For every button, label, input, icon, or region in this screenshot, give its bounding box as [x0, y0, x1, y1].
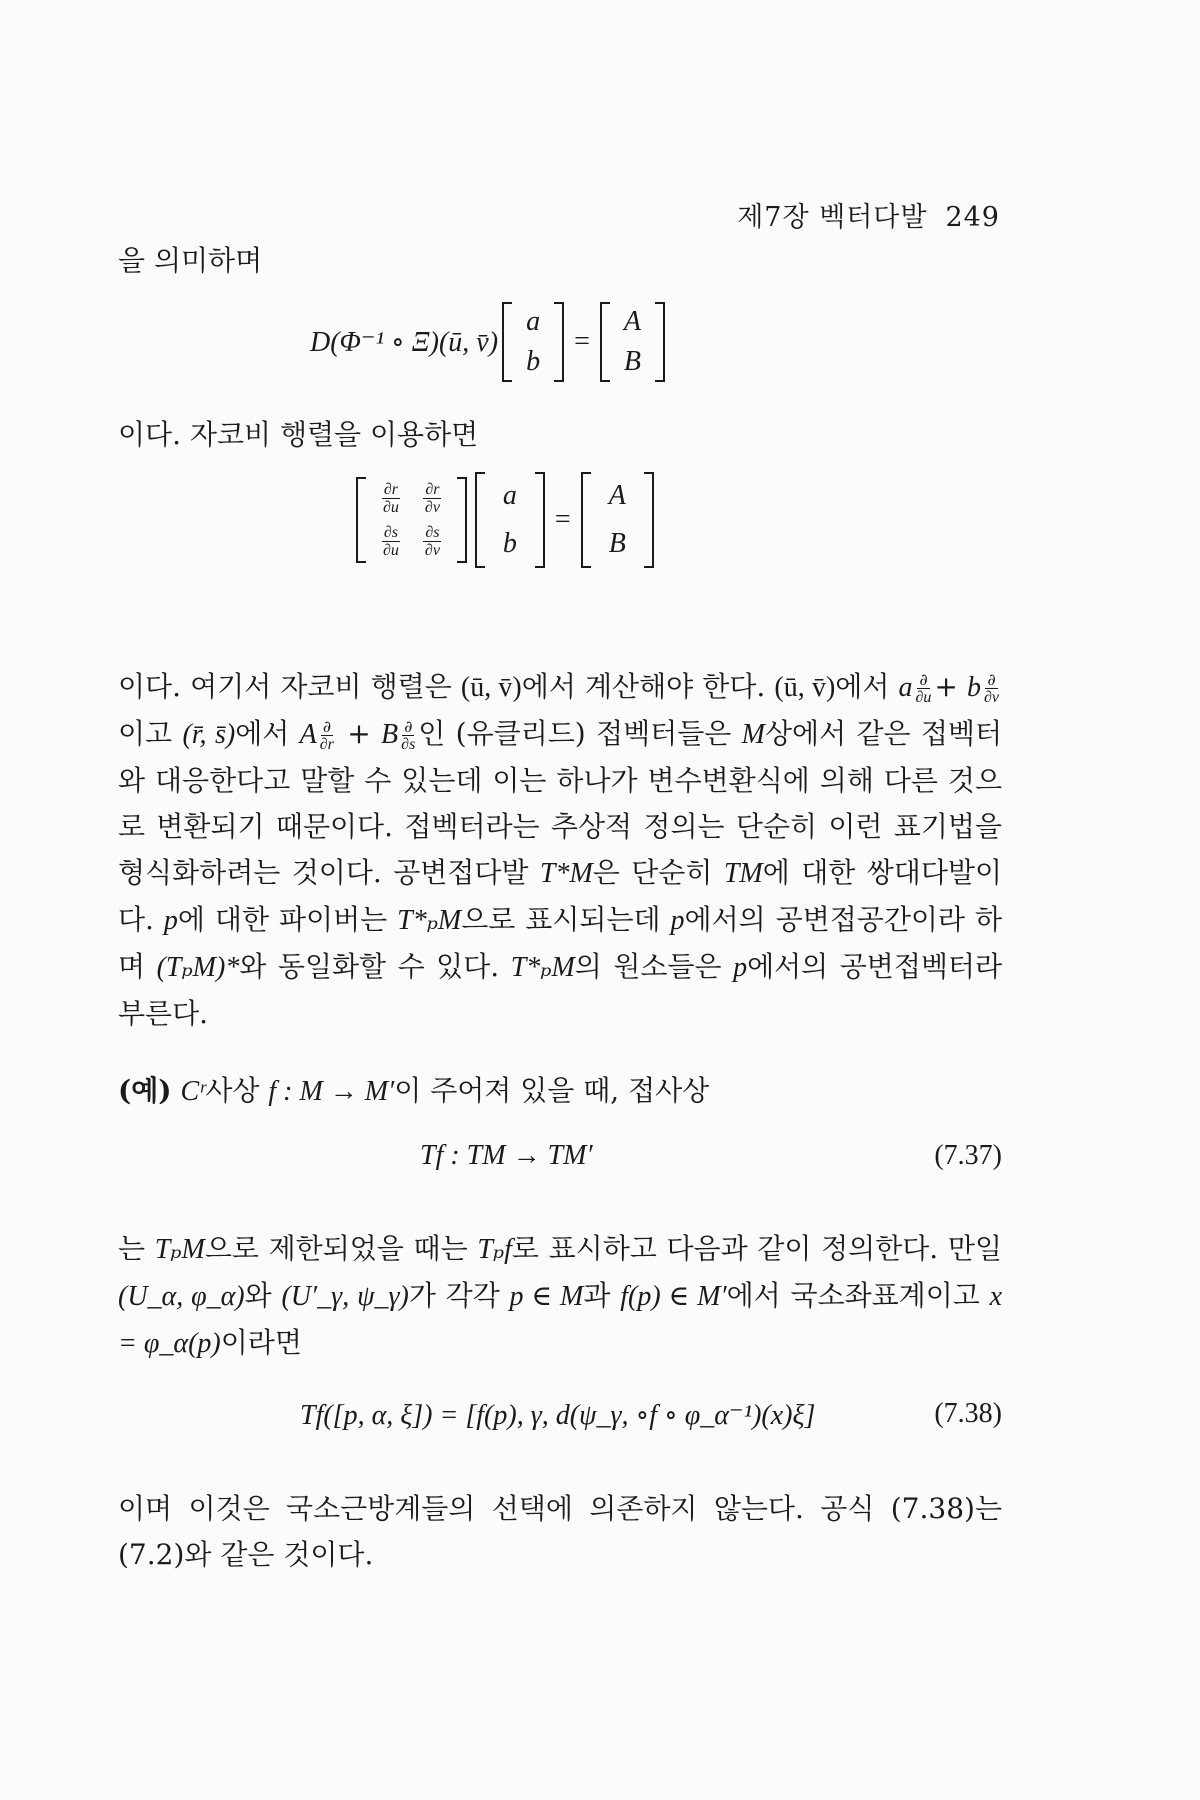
paragraph-definition: 는 TₚM으로 제한되었을 때는 Tₚf로 표시하고 다음과 같이 정의한다. 만일 (U_α, φ_α)와 (U′_γ, ψ_γ)가 각각 p ∈ M과 f(p) ∈ M′에서 국소좌표계이고 x = φ_α(p)이라면 — [118, 1232, 1003, 1359]
paragraph-conclusion: 이며 이것은 국소근방계들의 선택에 의존하지 않는다. 공식 (7.38)는 (7.2)와 같은 것이다. — [118, 1492, 1002, 1571]
equation-7-37: Tf : TM → TM′ — [420, 1140, 593, 1171]
eq1-vector-left: a b — [502, 302, 564, 382]
paragraph-jacobian: 이다. 여기서 자코비 행렬은 (ū, v̄)에서 계산해야 한다. (ū, v̄)에서 a $\frac{\partial}{\partial u}$ + b $\frac{\partial}{\partial v}$ 이고 (r̄, s̄)에서 A $\frac{\partial}{\partial r}$ + B $\frac{\partial}{\partial s}$ 인 (유클리드) 접벡터들은 M상에서 같은 접벡터와 대응한다고 말할 수 있는데 이는 하나가 변수변환식에 의해 다른 것으로 변환되기 때문이다. 접벡터라는 추상적 정의는 단순히 이런 표기법을 형식화하려는 것이다. 공변접다발 T*M은 단순히 TM에 대한 쌍대다발이다. p에 대한 파이버는 T*ₚM으로 표시되는데 p에서의 공변접공간이라 하며 (TₚM)*와 동일화할 수 있다. T*ₚM의 원소들은 p에서의 공변접벡터라 부른다. — [118, 670, 1003, 1030]
eq2-equals: = — [554, 504, 571, 535]
eq2-vector-right: A B — [581, 472, 654, 568]
eq1-vector-right: A B — [600, 302, 665, 382]
equation-1 — [310, 302, 669, 382]
equation-number-7-37: (7.37) — [934, 1140, 1002, 1171]
example-label: (예) — [118, 1074, 172, 1107]
page-number: 249 — [945, 202, 1000, 233]
intro-line: 을 의미하며 — [118, 244, 263, 277]
running-header — [737, 195, 1000, 234]
eq1-lhs: D(Φ⁻¹ ∘ Ξ)(ū, v̄) — [310, 327, 499, 358]
chapter-title: 제7장 벡터다발 — [737, 202, 928, 233]
jacobian-matrix: $\frac{\partial r}{\partial u}$ $\frac{\partial r}{\partial v}$ $\frac{\partial s}{\partial u}$ $\frac{\partial s}{\partial v}$ — [356, 477, 467, 563]
example-line: (예) Cʳ사상 f : M → M′이 주어져 있을 때, 접사상 — [118, 1074, 710, 1107]
equation-7-38: Tf([p, α, ξ]) = [f(p), γ, d(ψ_γ, ∘f ∘ φ_α⁻¹)(x)ξ] — [300, 1400, 816, 1431]
line-jacobian-intro: 이다. 자코비 행렬을 이용하면 — [118, 418, 479, 451]
equation-2 — [352, 472, 658, 568]
eq2-vector-left: a b — [475, 472, 545, 568]
eq1-equals: = — [574, 326, 590, 357]
equation-number-7-38: (7.38) — [934, 1398, 1002, 1429]
